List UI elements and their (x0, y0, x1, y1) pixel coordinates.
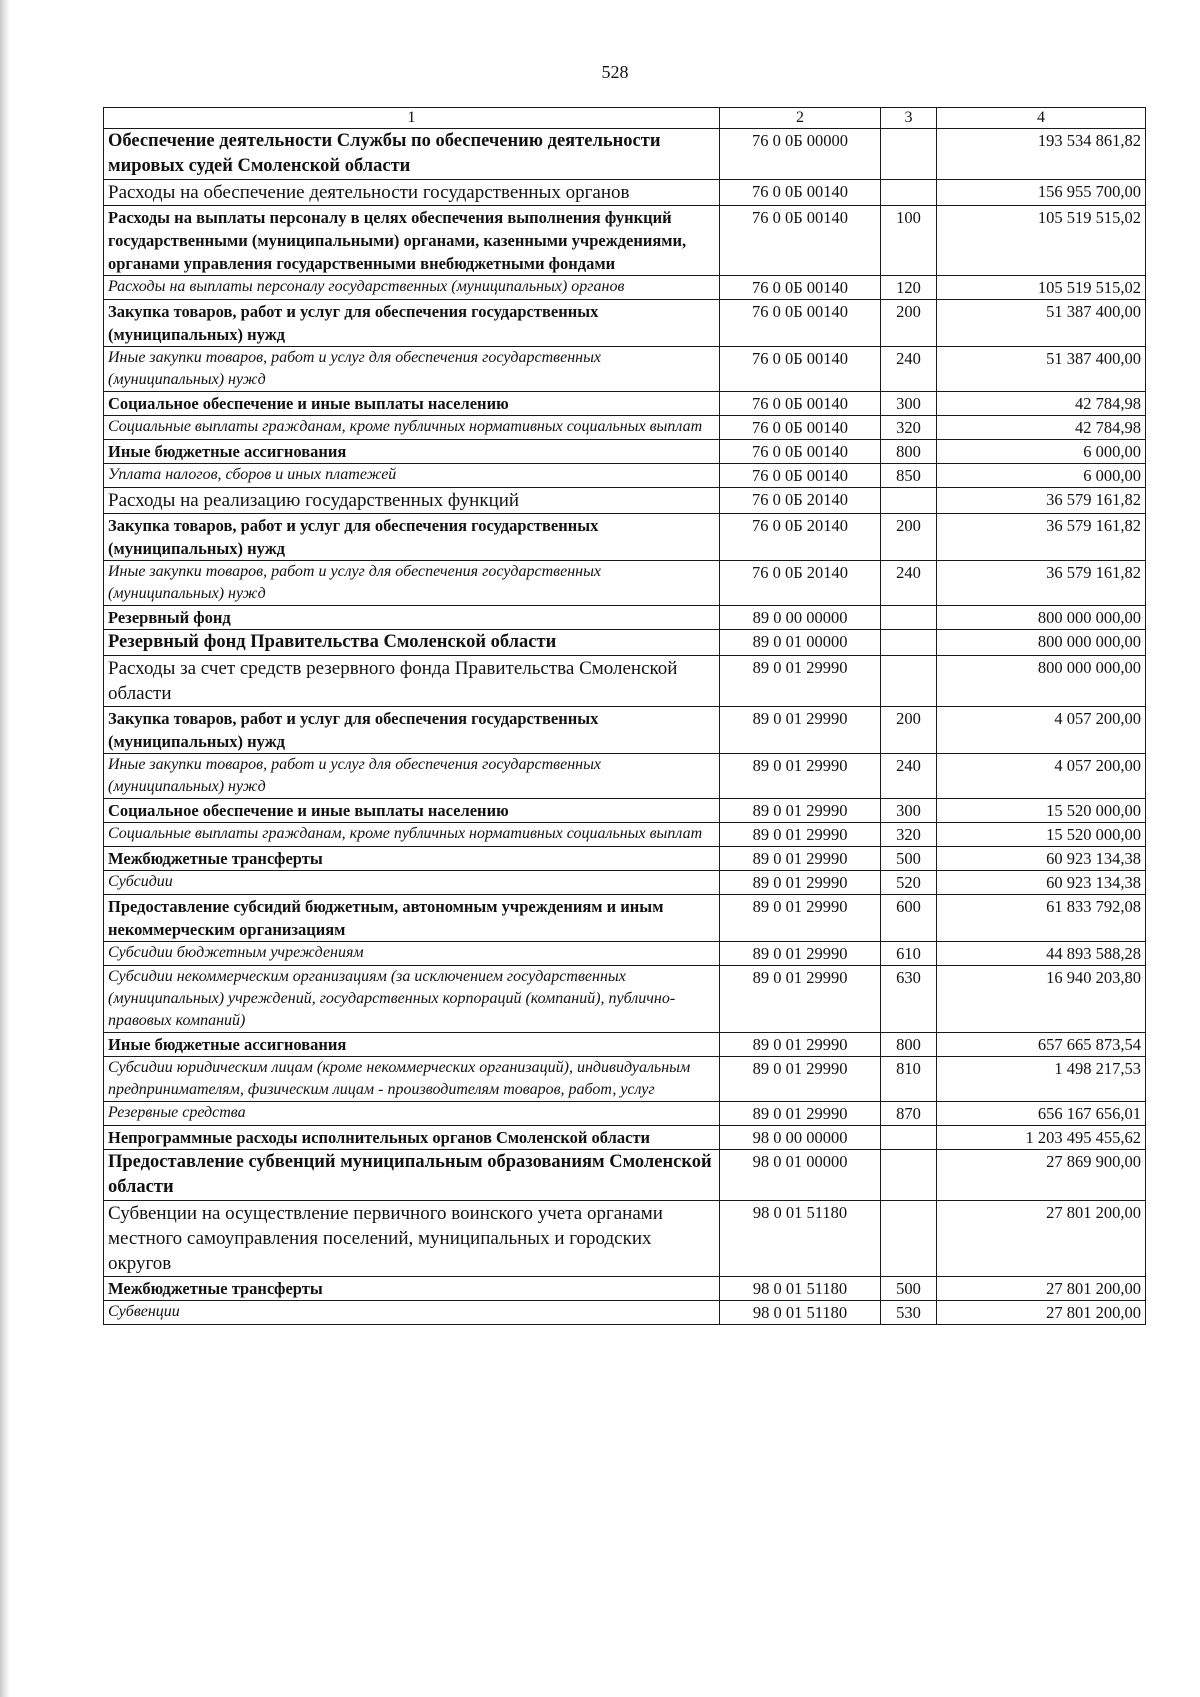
row-name-cell: Иные бюджетные ассигнования (104, 1033, 720, 1057)
row-expense-type-cell (881, 129, 937, 180)
row-code-cell: 76 0 0Б 00140 (720, 180, 881, 206)
row-name-cell: Субсидии некоммерческим организациям (за исключением государственных (муниципальных) учреждений, государственных корпораций (компаний), публично-правовых компаний) (104, 966, 720, 1033)
row-amount-cell: 60 923 134,38 (937, 871, 1146, 895)
row-name-cell: Закупка товаров, работ и услуг для обеспечения государственных (муниципальных) нужд (104, 514, 720, 561)
row-name-cell: Расходы за счет средств резервного фонда Правительства Смоленской области (104, 656, 720, 707)
row-expense-type-cell: 600 (881, 895, 937, 942)
table-row (104, 707, 1146, 754)
row-amount-cell: 105 519 515,02 (937, 206, 1146, 276)
row-code-cell: 76 0 0Б 00140 (720, 440, 881, 464)
row-name-cell: Расходы на выплаты персоналу в целях обеспечения выполнения функций государственными (муниципальными) органами, казенными учреждениями, органами управления государственными внебюджетными фондами (104, 206, 720, 276)
row-expense-type-cell: 120 (881, 276, 937, 300)
table-body (104, 129, 1146, 1325)
header-col-1: 1 (104, 108, 720, 129)
row-expense-type-cell (881, 488, 937, 514)
row-amount-cell: 6 000,00 (937, 464, 1146, 488)
row-amount-cell: 656 167 656,01 (937, 1102, 1146, 1126)
row-amount-cell: 42 784,98 (937, 392, 1146, 416)
row-name-cell: Межбюджетные трансферты (104, 1277, 720, 1301)
table-row (104, 656, 1146, 707)
row-code-cell: 76 0 0Б 20140 (720, 514, 881, 561)
row-name-cell: Субсидии юридическим лицам (кроме некоммерческих организаций), индивидуальным предпринимателям, физическим лицам - производителям товаров, работ, услуг (104, 1057, 720, 1102)
row-name-cell: Расходы на реализацию государственных функций (104, 488, 720, 514)
row-code-cell: 89 0 01 29990 (720, 1102, 881, 1126)
table-row (104, 1057, 1146, 1102)
row-expense-type-cell: 630 (881, 966, 937, 1033)
table-header (104, 108, 1146, 129)
row-amount-cell: 6 000,00 (937, 440, 1146, 464)
row-expense-type-cell: 800 (881, 1033, 937, 1057)
row-name-cell: Предоставление субвенций муниципальным образованиям Смоленской области (104, 1150, 720, 1201)
row-code-cell: 89 0 01 29990 (720, 966, 881, 1033)
scan-edge-shadow (0, 0, 10, 1697)
row-name-cell: Субвенции (104, 1301, 720, 1325)
row-expense-type-cell: 200 (881, 514, 937, 561)
row-amount-cell: 51 387 400,00 (937, 347, 1146, 392)
row-code-cell: 98 0 01 51180 (720, 1201, 881, 1277)
row-expense-type-cell: 810 (881, 1057, 937, 1102)
row-name-cell: Социальное обеспечение и иные выплаты населению (104, 392, 720, 416)
row-name-cell: Субвенции на осуществление первичного воинского учета органами местного самоуправления поселений, муниципальных и городских округов (104, 1201, 720, 1277)
header-row (104, 108, 1146, 129)
row-amount-cell: 16 940 203,80 (937, 966, 1146, 1033)
header-col-2: 2 (720, 108, 881, 129)
row-amount-cell: 27 801 200,00 (937, 1277, 1146, 1301)
row-expense-type-cell (881, 1150, 937, 1201)
row-code-cell: 98 0 01 51180 (720, 1277, 881, 1301)
row-amount-cell: 44 893 588,28 (937, 942, 1146, 966)
table-row (104, 1301, 1146, 1325)
row-code-cell: 76 0 0Б 20140 (720, 561, 881, 606)
row-amount-cell: 657 665 873,54 (937, 1033, 1146, 1057)
row-code-cell: 89 0 01 29990 (720, 799, 881, 823)
row-code-cell: 76 0 0Б 00140 (720, 347, 881, 392)
table-row (104, 392, 1146, 416)
row-code-cell: 89 0 01 29990 (720, 847, 881, 871)
row-code-cell: 76 0 0Б 20140 (720, 488, 881, 514)
row-code-cell: 98 0 00 00000 (720, 1126, 881, 1150)
table-row (104, 276, 1146, 300)
row-code-cell: 76 0 0Б 00140 (720, 206, 881, 276)
row-name-cell: Иные закупки товаров, работ и услуг для обеспечения государственных (муниципальных) нужд (104, 754, 720, 799)
table-row (104, 1150, 1146, 1201)
table-row (104, 847, 1146, 871)
row-expense-type-cell: 240 (881, 561, 937, 606)
table-row (104, 871, 1146, 895)
row-code-cell: 98 0 01 00000 (720, 1150, 881, 1201)
table-row (104, 1102, 1146, 1126)
row-code-cell: 89 0 01 29990 (720, 707, 881, 754)
row-expense-type-cell (881, 630, 937, 656)
row-name-cell: Иные бюджетные ассигнования (104, 440, 720, 464)
table-row (104, 129, 1146, 180)
table-row (104, 966, 1146, 1033)
table-row (104, 1201, 1146, 1277)
row-amount-cell: 4 057 200,00 (937, 754, 1146, 799)
row-expense-type-cell: 240 (881, 754, 937, 799)
row-amount-cell: 15 520 000,00 (937, 823, 1146, 847)
row-amount-cell: 193 534 861,82 (937, 129, 1146, 180)
row-name-cell: Предоставление субсидий бюджетным, автономным учреждениям и иным некоммерческим организациям (104, 895, 720, 942)
row-name-cell: Резервные средства (104, 1102, 720, 1126)
row-code-cell: 89 0 01 29990 (720, 871, 881, 895)
table-row (104, 754, 1146, 799)
table-row (104, 1277, 1146, 1301)
row-name-cell: Межбюджетные трансферты (104, 847, 720, 871)
row-name-cell: Резервный фонд (104, 606, 720, 630)
row-code-cell: 76 0 0Б 00140 (720, 416, 881, 440)
row-name-cell: Резервный фонд Правительства Смоленской области (104, 630, 720, 656)
row-expense-type-cell: 200 (881, 300, 937, 347)
row-amount-cell: 1 498 217,53 (937, 1057, 1146, 1102)
row-code-cell: 76 0 0Б 00140 (720, 392, 881, 416)
row-code-cell: 89 0 01 29990 (720, 823, 881, 847)
table-row (104, 630, 1146, 656)
row-code-cell: 89 0 01 29990 (720, 895, 881, 942)
row-name-cell: Социальное обеспечение и иные выплаты населению (104, 799, 720, 823)
table-row (104, 180, 1146, 206)
table-row (104, 823, 1146, 847)
row-expense-type-cell: 320 (881, 416, 937, 440)
table-row (104, 206, 1146, 276)
row-code-cell: 89 0 01 29990 (720, 754, 881, 799)
row-expense-type-cell (881, 1201, 937, 1277)
row-amount-cell: 27 801 200,00 (937, 1301, 1146, 1325)
row-name-cell: Социальные выплаты гражданам, кроме публичных нормативных социальных выплат (104, 823, 720, 847)
row-code-cell: 76 0 0Б 00140 (720, 300, 881, 347)
row-name-cell: Уплата налогов, сборов и иных платежей (104, 464, 720, 488)
table-row (104, 488, 1146, 514)
row-expense-type-cell: 300 (881, 799, 937, 823)
row-amount-cell: 105 519 515,02 (937, 276, 1146, 300)
row-name-cell: Иные закупки товаров, работ и услуг для обеспечения государственных (муниципальных) нужд (104, 561, 720, 606)
row-expense-type-cell: 610 (881, 942, 937, 966)
table-row (104, 606, 1146, 630)
row-name-cell: Субсидии бюджетным учреждениям (104, 942, 720, 966)
row-code-cell: 89 0 01 29990 (720, 1057, 881, 1102)
row-expense-type-cell (881, 606, 937, 630)
row-code-cell: 89 0 01 29990 (720, 656, 881, 707)
table-row (104, 440, 1146, 464)
header-col-3: 3 (881, 108, 937, 129)
row-code-cell: 76 0 0Б 00140 (720, 464, 881, 488)
row-code-cell: 76 0 0Б 00000 (720, 129, 881, 180)
row-code-cell: 89 0 01 00000 (720, 630, 881, 656)
row-amount-cell: 1 203 495 455,62 (937, 1126, 1146, 1150)
budget-table (103, 107, 1146, 1325)
row-expense-type-cell: 850 (881, 464, 937, 488)
header-col-4: 4 (937, 108, 1146, 129)
row-expense-type-cell (881, 656, 937, 707)
row-amount-cell: 36 579 161,82 (937, 488, 1146, 514)
row-name-cell: Субсидии (104, 871, 720, 895)
row-amount-cell: 51 387 400,00 (937, 300, 1146, 347)
row-name-cell: Закупка товаров, работ и услуг для обеспечения государственных (муниципальных) нужд (104, 300, 720, 347)
row-expense-type-cell: 870 (881, 1102, 937, 1126)
table-row (104, 300, 1146, 347)
row-expense-type-cell: 500 (881, 1277, 937, 1301)
row-amount-cell: 61 833 792,08 (937, 895, 1146, 942)
row-expense-type-cell: 240 (881, 347, 937, 392)
row-name-cell: Закупка товаров, работ и услуг для обеспечения государственных (муниципальных) нужд (104, 707, 720, 754)
table-row (104, 514, 1146, 561)
row-amount-cell: 156 955 700,00 (937, 180, 1146, 206)
row-expense-type-cell: 520 (881, 871, 937, 895)
row-code-cell: 89 0 01 29990 (720, 942, 881, 966)
row-amount-cell: 27 869 900,00 (937, 1150, 1146, 1201)
row-expense-type-cell: 530 (881, 1301, 937, 1325)
table-row (104, 1033, 1146, 1057)
row-amount-cell: 36 579 161,82 (937, 514, 1146, 561)
row-code-cell: 89 0 01 29990 (720, 1033, 881, 1057)
row-name-cell: Непрограммные расходы исполнительных органов Смоленской области (104, 1126, 720, 1150)
row-amount-cell: 27 801 200,00 (937, 1201, 1146, 1277)
row-name-cell: Иные закупки товаров, работ и услуг для обеспечения государственных (муниципальных) нужд (104, 347, 720, 392)
table-row (104, 799, 1146, 823)
row-expense-type-cell: 200 (881, 707, 937, 754)
row-amount-cell: 800 000 000,00 (937, 630, 1146, 656)
row-expense-type-cell: 320 (881, 823, 937, 847)
row-name-cell: Расходы на обеспечение деятельности государственных органов (104, 180, 720, 206)
row-expense-type-cell: 100 (881, 206, 937, 276)
row-amount-cell: 15 520 000,00 (937, 799, 1146, 823)
table-row (104, 942, 1146, 966)
row-amount-cell: 36 579 161,82 (937, 561, 1146, 606)
row-expense-type-cell (881, 180, 937, 206)
row-name-cell: Социальные выплаты гражданам, кроме публичных нормативных социальных выплат (104, 416, 720, 440)
row-expense-type-cell (881, 1126, 937, 1150)
row-name-cell: Расходы на выплаты персоналу государственных (муниципальных) органов (104, 276, 720, 300)
row-name-cell: Обеспечение деятельности Службы по обеспечению деятельности мировых судей Смоленской области (104, 129, 720, 180)
page-number: 528 (601, 62, 629, 82)
row-amount-cell: 60 923 134,38 (937, 847, 1146, 871)
row-amount-cell: 800 000 000,00 (937, 656, 1146, 707)
row-code-cell: 89 0 00 00000 (720, 606, 881, 630)
table-row (104, 416, 1146, 440)
table-row (104, 464, 1146, 488)
table-row (104, 347, 1146, 392)
table-row (104, 895, 1146, 942)
table-row (104, 1126, 1146, 1150)
row-expense-type-cell: 300 (881, 392, 937, 416)
row-amount-cell: 42 784,98 (937, 416, 1146, 440)
row-code-cell: 76 0 0Б 00140 (720, 276, 881, 300)
row-expense-type-cell: 800 (881, 440, 937, 464)
row-amount-cell: 4 057 200,00 (937, 707, 1146, 754)
row-expense-type-cell: 500 (881, 847, 937, 871)
row-code-cell: 98 0 01 51180 (720, 1301, 881, 1325)
table-row (104, 561, 1146, 606)
row-amount-cell: 800 000 000,00 (937, 606, 1146, 630)
